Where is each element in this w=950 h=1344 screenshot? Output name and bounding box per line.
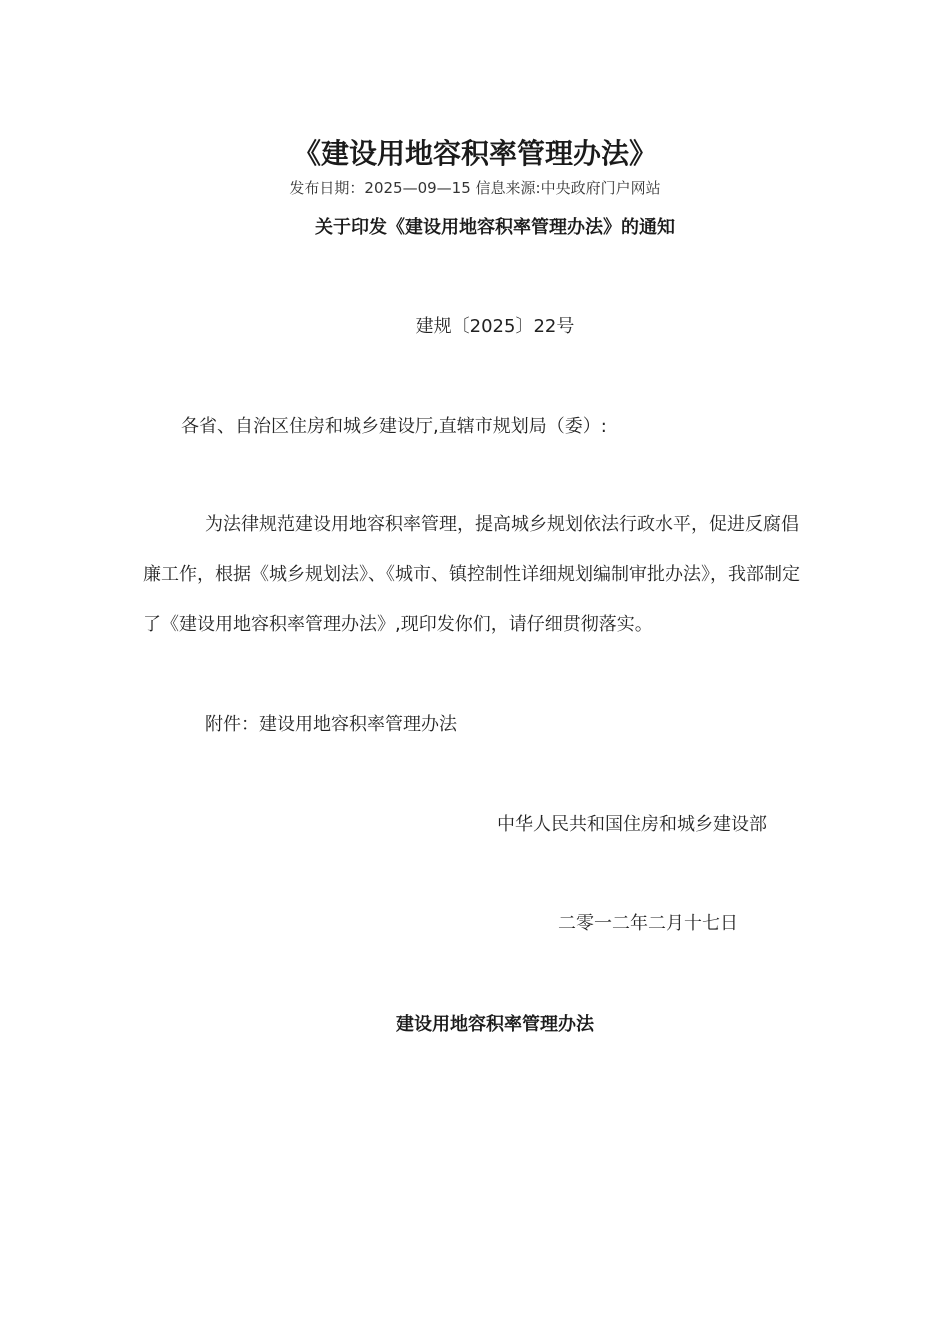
salutation: 各省、自治区住房和城乡建设厅,直辖市规划局（委）:: [181, 416, 607, 437]
document-number: 建规〔2025〕22号: [415, 316, 575, 337]
notice-title: 关于印发《建设用地容积率管理办法》的通知: [315, 217, 675, 238]
publish-meta: 发布日期：2025—09—15 信息来源:中央政府门户网站: [289, 179, 661, 197]
attachment-line: 附件：建设用地容积率管理办法: [205, 714, 457, 735]
issuer-signature: 中华人民共和国住房和城乡建设部: [497, 814, 767, 835]
section-heading: 建设用地容积率管理办法: [396, 1014, 594, 1035]
issue-date: 二零一二年二月十七日: [558, 913, 738, 934]
document-title: 《建设用地容积率管理办法》: [292, 137, 657, 170]
body-paragraph: 为法律规范建设用地容积率管理，提高城乡规划依法行政水平，促进反腐倡廉工作，根据《城乡规划法》、《城市、镇控制性详细规划编制审批办法》，我部制定了《建设用地容积率管理办法》,现印发你们，请仔细贯彻落实。: [143, 514, 800, 635]
